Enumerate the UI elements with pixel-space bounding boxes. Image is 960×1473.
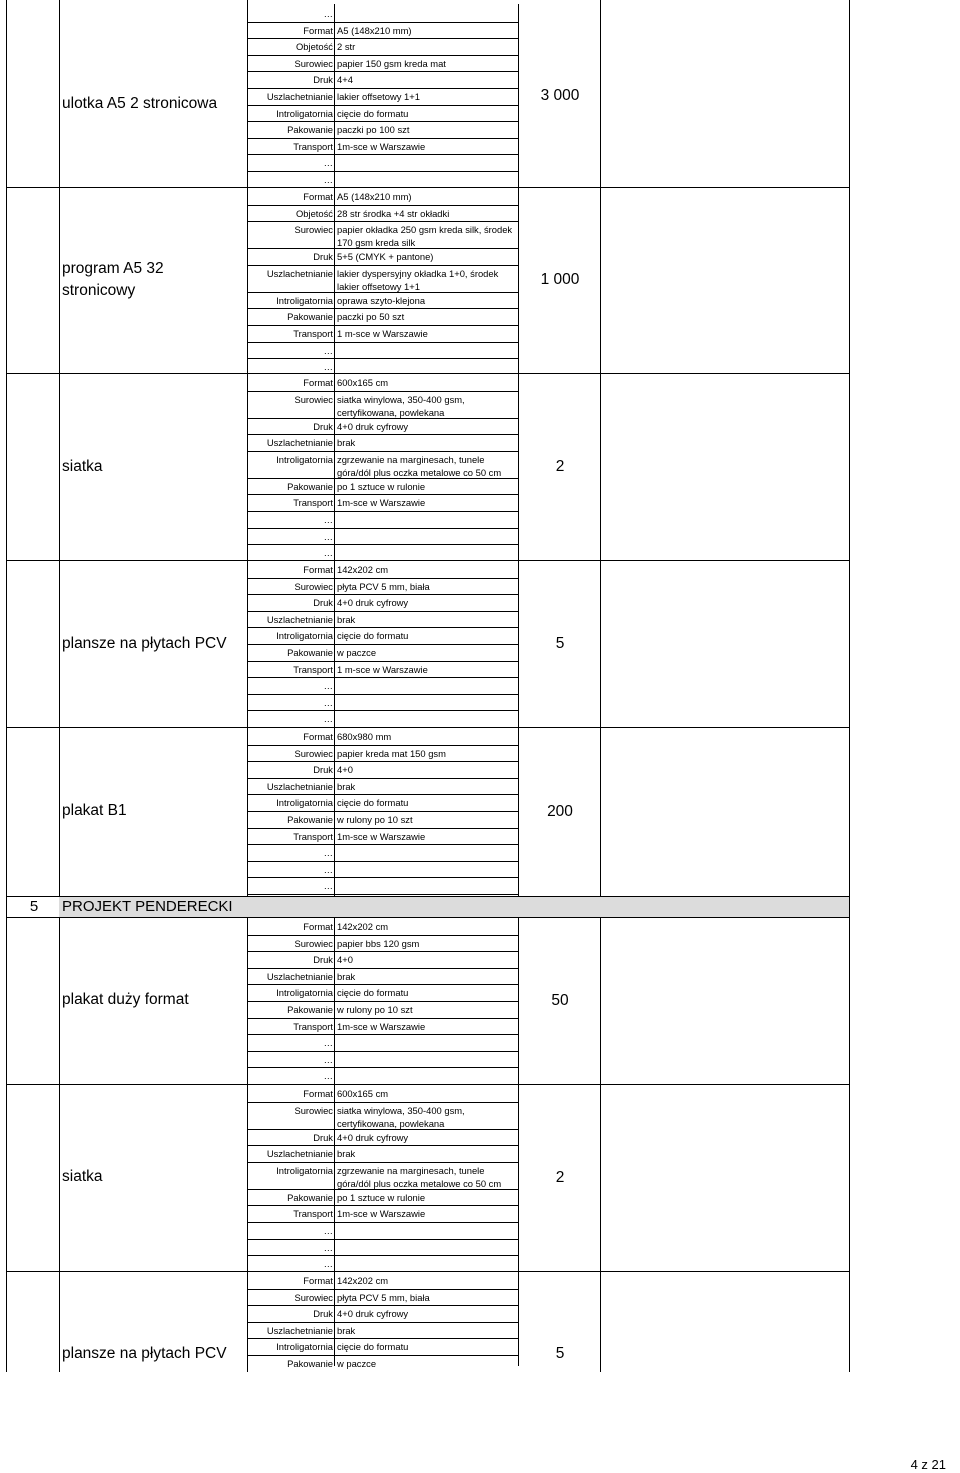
spec-label: Pakowanie	[287, 647, 333, 658]
grid-line	[247, 877, 519, 878]
spec-label: Druk	[313, 764, 333, 776]
grid-line	[247, 594, 519, 595]
spec-value: 1m-sce w Warszawie	[337, 1208, 426, 1220]
spec-value: cięcie do formatu	[337, 107, 409, 119]
spec-label: …	[323, 530, 333, 542]
spec-value: 4+0	[337, 764, 353, 776]
grid-line	[247, 544, 519, 545]
spec-label: …	[323, 1037, 333, 1049]
spec-label: Transport	[293, 497, 333, 509]
spec-value: 1m-sce w Warszawie	[337, 140, 426, 152]
spec-label: Introligatornia	[276, 1164, 333, 1176]
spec-value: 4+0	[337, 954, 353, 966]
spec-label: …	[323, 680, 333, 692]
spec-label: Transport	[293, 1020, 333, 1032]
item-quantity: 5	[555, 1345, 565, 1362]
spec-value: 1m-sce w Warszawie	[337, 830, 426, 842]
spec-value: 2 str	[337, 41, 356, 53]
grid-line	[247, 1338, 519, 1339]
spec-label: Introligatornia	[276, 1341, 333, 1353]
grid-line	[247, 434, 519, 435]
grid-line	[6, 727, 850, 728]
grid-line	[6, 917, 850, 918]
spec-label: Surowiec	[294, 1104, 333, 1116]
grid-line	[247, 1145, 519, 1146]
spec-label: …	[323, 8, 333, 19]
spec-label: …	[323, 1241, 333, 1253]
spec-label: Format	[303, 24, 333, 36]
spec-value: A5 (148x210 mm)	[337, 191, 412, 202]
spec-label: Druk	[313, 74, 333, 86]
spec-label: Surowiec	[294, 224, 333, 236]
item-name: plakat duży format	[62, 991, 189, 1008]
grid-line	[247, 627, 519, 628]
item-quantity: 2	[555, 1168, 565, 1186]
spec-value: cięcie do formatu	[337, 797, 409, 809]
spec-label: Surowiec	[294, 580, 333, 592]
spec-label: Uszlachetnianie	[266, 970, 333, 982]
spec-value: 142x202 cm	[337, 1275, 389, 1286]
spec-value: 4+0 druk cyfrowy	[337, 420, 409, 432]
spec-value: brak	[337, 1148, 356, 1160]
spec-value: 142x202 cm	[337, 921, 389, 932]
grid-line	[247, 121, 519, 122]
spec-value: płyta PCV 5 mm, biała	[337, 580, 430, 592]
grid-line	[6, 560, 850, 561]
item-quantity: 3 000	[540, 86, 580, 104]
spec-value: w paczce	[337, 647, 377, 658]
spec-label: Format	[303, 191, 333, 202]
spec-label: …	[323, 696, 333, 708]
spec-label: …	[323, 847, 333, 859]
spec-label: Pakowanie	[287, 480, 333, 492]
spec-label: Pakowanie	[287, 814, 333, 825]
spec-label: Pakowanie	[287, 1358, 333, 1369]
grid-line	[247, 221, 519, 222]
grid-line	[247, 1067, 519, 1068]
spec-value: 680x980 mm	[337, 731, 392, 742]
item-quantity: 2	[555, 457, 565, 475]
spec-value: papier 150 gsm kreda mat	[337, 57, 446, 69]
spec-label: Transport	[293, 1208, 333, 1220]
spec-value: brak	[337, 1324, 356, 1336]
spec-label: Druk	[313, 1131, 333, 1143]
spec-value: 4+0 druk cyfrowy	[337, 1131, 409, 1143]
spec-label: Surowiec	[294, 747, 333, 759]
spec-label: Format	[303, 921, 333, 932]
grid-line	[247, 358, 519, 359]
grid-line	[6, 1084, 850, 1085]
item-name: siatka	[62, 1168, 103, 1185]
spec-label: …	[323, 863, 333, 875]
spec-label: …	[323, 547, 333, 559]
spec-value: w rulony po 10 szt	[337, 814, 413, 825]
spec-label: …	[323, 514, 333, 525]
spec-label: Introligatornia	[276, 987, 333, 999]
spec-label: Druk	[313, 597, 333, 609]
spec-value: lakier dyspersyjny okładka 1+0, środek lakier offsetowy 1+1	[337, 267, 499, 292]
spec-value: 28 str środka +4 str okładki	[337, 207, 450, 219]
spec-value: 1m-sce w Warszawie	[337, 1020, 426, 1032]
item-name: plakat B1	[62, 802, 127, 819]
spec-label: Druk	[313, 420, 333, 432]
spec-label: Format	[303, 1275, 333, 1286]
spec-label: …	[323, 1225, 333, 1236]
spec-label: Objetość	[296, 41, 333, 53]
spec-label: Introligatornia	[276, 294, 333, 306]
spec-value: 5+5 (CMYK + pantone)	[337, 251, 434, 263]
grid-line	[247, 677, 519, 678]
spec-label: …	[323, 361, 333, 373]
spec-value: 600x165 cm	[337, 1088, 389, 1099]
grid-line	[247, 308, 519, 309]
spec-label: Transport	[293, 663, 333, 675]
spec-label: Format	[303, 731, 333, 742]
spec-value: papier bbs 120 gsm	[337, 937, 420, 949]
grid-line	[247, 844, 519, 845]
spec-label: Objetość	[296, 207, 333, 219]
spec-label: Uszlachetnianie	[266, 613, 333, 625]
spec-value: paczki po 50 szt	[337, 311, 405, 323]
grid-line	[600, 0, 601, 1372]
spec-label: Surowiec	[294, 57, 333, 69]
spec-label: …	[323, 1070, 333, 1082]
spec-value: cięcie do formatu	[337, 1341, 409, 1353]
spec-value: płyta PCV 5 mm, biała	[337, 1291, 430, 1303]
spec-value: papier kreda mat 150 gsm	[337, 747, 446, 759]
spec-value: po 1 sztuce w rulonie	[337, 1191, 426, 1203]
item-name: siatka	[62, 458, 103, 475]
grid-line	[6, 187, 850, 188]
spec-label: Pakowanie	[287, 1191, 333, 1203]
spec-label: Surowiec	[294, 937, 333, 949]
spec-value: brak	[337, 970, 356, 982]
grid-line	[247, 1255, 519, 1256]
spec-value: siatka winylowa, 350-400 gsm, certyfikowana, powlekana	[337, 393, 465, 418]
spec-value: 4+0 druk cyfrowy	[337, 597, 409, 609]
spec-value: 1 m-sce w Warszawie	[337, 328, 428, 339]
item-quantity: 50	[551, 991, 569, 1009]
spec-label: Uszlachetnianie	[266, 267, 333, 279]
spec-label: …	[323, 344, 333, 356]
grid-line	[849, 0, 850, 1372]
spec-label: Introligatornia	[276, 797, 333, 809]
grid-line	[247, 71, 519, 72]
spec-label: Druk	[313, 251, 333, 263]
item-name: program A5 32 stronicowy	[62, 260, 164, 299]
grid-line	[247, 511, 519, 512]
grid-line	[247, 984, 519, 985]
spec-label: Transport	[293, 140, 333, 152]
section-title: PROJEKT PENDERECKI	[62, 898, 233, 915]
grid-line	[247, 811, 519, 812]
grid-line	[247, 88, 519, 89]
spec-value: A5 (148x210 mm)	[337, 24, 412, 36]
item-name: plansze na płytach PCV	[62, 635, 227, 652]
spec-label: Pakowanie	[287, 124, 333, 136]
spec-value: 4+4	[337, 74, 353, 86]
spec-value: po 1 sztuce w rulonie	[337, 480, 426, 492]
grid-line	[247, 894, 519, 895]
spec-value: cięcie do formatu	[337, 987, 409, 999]
grid-line	[247, 494, 519, 495]
spec-label: Introligatornia	[276, 107, 333, 119]
item-quantity: 5	[555, 634, 565, 652]
spec-label: Druk	[313, 954, 333, 966]
spec-value: 142x202 cm	[337, 564, 389, 575]
grid-line	[247, 1222, 519, 1223]
spec-value: siatka winylowa, 350-400 gsm, certyfikowana, powlekana	[337, 1104, 465, 1129]
item-name: plansze na płytach PCV	[62, 1345, 227, 1362]
spec-label: Introligatornia	[276, 630, 333, 642]
spec-value: oprawa szyto-klejona	[337, 294, 426, 306]
grid-line	[247, 1305, 519, 1306]
grid-line	[247, 644, 519, 645]
spec-value: 600x165 cm	[337, 377, 389, 388]
spec-value: brak	[337, 613, 356, 625]
spec-value: brak	[337, 780, 356, 792]
grid-line	[247, 154, 519, 155]
spec-value: 1 m-sce w Warszawie	[337, 663, 428, 675]
spec-label: Transport	[293, 830, 333, 842]
spec-label: Uszlachetnianie	[266, 1148, 333, 1160]
spec-label: Surowiec	[294, 393, 333, 405]
spec-label: …	[323, 713, 333, 725]
spec-label: …	[323, 1053, 333, 1065]
grid-line	[6, 1271, 850, 1272]
spec-label: Transport	[293, 328, 333, 339]
spec-value: 4+0 druk cyfrowy	[337, 1308, 409, 1320]
grid-line	[247, 710, 519, 711]
spec-value: zgrzewanie na marginesach, tunele góra/dól plus oczka metalowe co 50 cm	[337, 1164, 502, 1189]
grid-line	[247, 1355, 519, 1356]
page-number: 4 z 21	[910, 1457, 946, 1472]
spec-label: …	[323, 174, 333, 185]
spec-value: 1m-sce w Warszawie	[337, 497, 426, 509]
spec-label: Pakowanie	[287, 311, 333, 323]
grid-line	[247, 1001, 519, 1002]
spec-label: Format	[303, 564, 333, 575]
spec-value: brak	[337, 437, 356, 449]
grid-line	[247, 325, 519, 326]
spec-label: Pakowanie	[287, 1004, 333, 1015]
item-quantity: 1 000	[540, 271, 580, 288]
spec-value: cięcie do formatu	[337, 630, 409, 642]
item-quantity: 200	[547, 802, 573, 820]
grid-line	[247, 761, 519, 762]
grid-line	[247, 171, 519, 172]
spec-label: …	[323, 157, 333, 169]
spec-value: papier okładka 250 gsm kreda silk, środek 170 gsm kreda silk	[337, 224, 513, 249]
spec-value: zgrzewanie na marginesach, tunele góra/dól plus oczka metalowe co 50 cm	[337, 453, 502, 478]
spec-value: w paczce	[337, 1358, 377, 1369]
spec-label: …	[323, 880, 333, 892]
spec-label: Uszlachetnianie	[266, 1324, 333, 1336]
spec-label: Format	[303, 377, 333, 388]
spec-label: Uszlachetnianie	[266, 780, 333, 792]
spec-label: Uszlachetnianie	[266, 91, 333, 102]
spec-value: lakier offsetowy 1+1	[337, 91, 420, 102]
grid-line	[247, 38, 519, 39]
spec-label: Surowiec	[294, 1291, 333, 1303]
grid-line	[247, 248, 519, 249]
grid-line	[247, 951, 519, 952]
spec-value: paczki po 100 szt	[337, 124, 410, 136]
grid-line	[247, 794, 519, 795]
item-name: ulotka A5 2 stronicowa	[62, 95, 218, 112]
spec-label: Uszlachetnianie	[266, 437, 333, 449]
grid-line	[247, 1034, 519, 1035]
spec-label: Druk	[313, 1308, 333, 1320]
section-number: 5	[29, 898, 39, 915]
spec-label: Introligatornia	[276, 453, 333, 465]
spec-value: w rulony po 10 szt	[337, 1004, 413, 1015]
grid-line	[247, 1205, 519, 1206]
spec-label: …	[323, 1258, 333, 1270]
spec-label: Format	[303, 1088, 333, 1099]
